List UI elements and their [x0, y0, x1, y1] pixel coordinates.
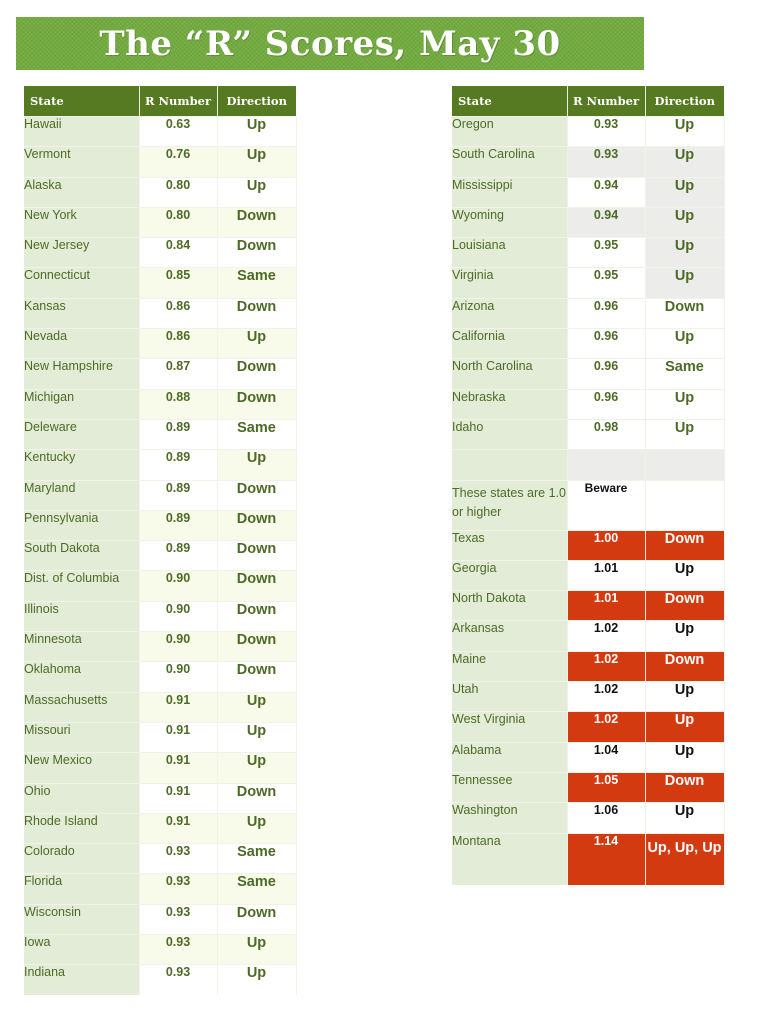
- table-row: [452, 682, 724, 712]
- table-row: [452, 147, 724, 177]
- r-number-cell: 0.90: [139, 632, 217, 662]
- state-cell: Alaska: [24, 177, 139, 207]
- state-cell: New Mexico: [24, 753, 139, 783]
- state-cell: North Dakota: [452, 591, 567, 621]
- spacer-cell: [645, 450, 724, 480]
- state-cell: Colorado: [24, 844, 139, 874]
- direction-cell: Up: [645, 117, 724, 147]
- table-row: [24, 692, 296, 722]
- r-number-cell: 0.89: [139, 510, 217, 540]
- direction-cell: Down: [645, 591, 724, 621]
- r-number-cell: 1.06: [567, 803, 645, 833]
- direction-cell: Up: [217, 935, 296, 965]
- state-cell: Wyoming: [452, 207, 567, 237]
- direction-cell: Same: [217, 268, 296, 298]
- r-number-cell: 0.63: [139, 117, 217, 147]
- r-number-cell: 0.80: [139, 177, 217, 207]
- r-number-cell: 0.96: [567, 389, 645, 419]
- state-cell: Indiana: [24, 965, 139, 995]
- r-number-cell: 0.86: [139, 298, 217, 328]
- direction-cell: Down: [645, 530, 724, 560]
- table-row: [24, 117, 296, 147]
- r-number-cell: 0.89: [139, 450, 217, 480]
- table-row: [452, 177, 724, 207]
- spacer-row: [452, 450, 724, 480]
- table-row: [24, 329, 296, 359]
- direction-cell: Down: [217, 601, 296, 631]
- r-number-cell: 1.01: [567, 560, 645, 590]
- state-cell: Wisconsin: [24, 904, 139, 934]
- table-header-row: [452, 86, 724, 117]
- table-row: [452, 621, 724, 651]
- direction-cell: Up: [217, 177, 296, 207]
- r-scores-table-left: [24, 86, 297, 995]
- r-number-cell: 0.95: [567, 268, 645, 298]
- table-header-row: [24, 86, 296, 117]
- beware-note: These states are 1.0 or higher: [452, 480, 567, 530]
- direction-cell: Same: [217, 844, 296, 874]
- state-cell: Deleware: [24, 419, 139, 449]
- state-cell: Oklahoma: [24, 662, 139, 692]
- r-number-cell: 0.93: [139, 965, 217, 995]
- state-cell: Massachusetts: [24, 692, 139, 722]
- direction-cell: Down: [645, 298, 724, 328]
- state-cell: New York: [24, 207, 139, 237]
- r-number-cell: 0.98: [567, 419, 645, 449]
- state-cell: Kansas: [24, 298, 139, 328]
- r-number-cell: 0.89: [139, 419, 217, 449]
- r-number-cell: 0.94: [567, 177, 645, 207]
- page-title: The “R” Scores, May 30: [99, 23, 561, 64]
- r-number-cell: 0.93: [567, 117, 645, 147]
- r-number-cell: 0.93: [139, 844, 217, 874]
- r-number-cell: 0.94: [567, 207, 645, 237]
- spacer-cell: [567, 450, 645, 480]
- state-cell: North Carolina: [452, 359, 567, 389]
- table-row: [452, 389, 724, 419]
- r-number-cell: 0.90: [139, 662, 217, 692]
- r-number-cell: 0.96: [567, 298, 645, 328]
- direction-cell: Down: [217, 783, 296, 813]
- table-row: [24, 632, 296, 662]
- direction-cell: Same: [217, 419, 296, 449]
- table-row: [24, 541, 296, 571]
- state-cell: Texas: [452, 530, 567, 560]
- direction-cell: Up: [645, 742, 724, 772]
- direction-cell: Up: [645, 712, 724, 742]
- r-number-cell: 0.84: [139, 238, 217, 268]
- r-number-cell: 0.91: [139, 722, 217, 752]
- r-number-cell: 1.04: [567, 742, 645, 772]
- table-row: [24, 753, 296, 783]
- table-row: [24, 298, 296, 328]
- r-number-cell: 0.86: [139, 329, 217, 359]
- direction-cell: Up: [645, 621, 724, 651]
- direction-cell: Up: [645, 207, 724, 237]
- direction-cell: Up: [217, 692, 296, 722]
- r-scores-table-right: [452, 86, 725, 885]
- state-cell: Florida: [24, 874, 139, 904]
- header-r-number: R Number: [139, 86, 217, 117]
- state-cell: Michigan: [24, 389, 139, 419]
- table-row: [452, 298, 724, 328]
- beware-label: Beware: [567, 480, 645, 530]
- direction-cell: Up: [217, 813, 296, 843]
- r-number-cell: 0.95: [567, 238, 645, 268]
- direction-cell: Up: [645, 147, 724, 177]
- beware-empty-cell: [645, 480, 724, 530]
- table-row: [452, 268, 724, 298]
- direction-cell: Up: [217, 117, 296, 147]
- direction-cell: Down: [645, 772, 724, 802]
- table-row: [452, 359, 724, 389]
- table-row: [452, 238, 724, 268]
- direction-cell: Up: [645, 329, 724, 359]
- state-cell: Utah: [452, 682, 567, 712]
- header-direction: Direction: [645, 86, 724, 117]
- table-row: [24, 268, 296, 298]
- state-cell: Nevada: [24, 329, 139, 359]
- direction-cell: Up: [645, 177, 724, 207]
- direction-cell: Down: [217, 510, 296, 540]
- direction-cell: Down: [217, 298, 296, 328]
- direction-cell: Up: [217, 329, 296, 359]
- direction-cell: Up: [645, 389, 724, 419]
- table-row: [24, 359, 296, 389]
- direction-cell: Down: [217, 238, 296, 268]
- table-row: [24, 238, 296, 268]
- r-number-cell: 0.76: [139, 147, 217, 177]
- state-cell: Connecticut: [24, 268, 139, 298]
- state-cell: Ohio: [24, 783, 139, 813]
- direction-cell: Up: [645, 238, 724, 268]
- title-banner: [16, 17, 644, 70]
- r-number-cell: 0.96: [567, 359, 645, 389]
- table-row: [24, 844, 296, 874]
- table-row: [452, 833, 724, 885]
- header-direction: Direction: [217, 86, 296, 117]
- direction-cell: Up: [645, 560, 724, 590]
- direction-cell: Same: [217, 874, 296, 904]
- table-row: [24, 783, 296, 813]
- state-cell: Louisiana: [452, 238, 567, 268]
- state-cell: Idaho: [452, 419, 567, 449]
- r-number-cell: 0.91: [139, 692, 217, 722]
- spacer-cell: [452, 450, 567, 480]
- table-row: [452, 772, 724, 802]
- direction-cell: Down: [217, 359, 296, 389]
- r-number-cell: 1.00: [567, 530, 645, 560]
- direction-cell: Down: [217, 662, 296, 692]
- table-row: [24, 722, 296, 752]
- table-row: [24, 601, 296, 631]
- table-row: [452, 651, 724, 681]
- header-state: State: [24, 86, 139, 117]
- state-cell: South Dakota: [24, 541, 139, 571]
- table-row: [452, 712, 724, 742]
- r-number-cell: 0.91: [139, 783, 217, 813]
- state-cell: Maine: [452, 651, 567, 681]
- direction-cell: Up, Up, Up: [645, 833, 724, 885]
- r-number-cell: 0.93: [139, 904, 217, 934]
- direction-cell: Down: [217, 571, 296, 601]
- r-number-cell: 0.91: [139, 813, 217, 843]
- table-row: [452, 207, 724, 237]
- state-cell: Iowa: [24, 935, 139, 965]
- table-row: [452, 329, 724, 359]
- state-cell: Illinois: [24, 601, 139, 631]
- r-number-cell: 0.93: [567, 147, 645, 177]
- header-r-number: R Number: [567, 86, 645, 117]
- table-row: [24, 389, 296, 419]
- state-cell: New Jersey: [24, 238, 139, 268]
- direction-cell: Up: [645, 682, 724, 712]
- direction-cell: Up: [217, 147, 296, 177]
- table-row: [24, 965, 296, 995]
- r-number-cell: 1.05: [567, 772, 645, 802]
- state-cell: California: [452, 329, 567, 359]
- direction-cell: Down: [217, 632, 296, 662]
- table-row: [24, 813, 296, 843]
- table-row: [452, 742, 724, 772]
- state-cell: Washington: [452, 803, 567, 833]
- beware-note-row: [452, 480, 724, 530]
- state-cell: Tennessee: [452, 772, 567, 802]
- r-number-cell: 0.93: [139, 935, 217, 965]
- state-cell: Oregon: [452, 117, 567, 147]
- table-row: [452, 530, 724, 560]
- table-row: [24, 935, 296, 965]
- state-cell: Missouri: [24, 722, 139, 752]
- r-number-cell: 0.89: [139, 480, 217, 510]
- table-row: [24, 571, 296, 601]
- state-cell: Alabama: [452, 742, 567, 772]
- state-cell: Vermont: [24, 147, 139, 177]
- state-cell: Rhode Island: [24, 813, 139, 843]
- r-number-cell: 1.02: [567, 682, 645, 712]
- state-cell: Maryland: [24, 480, 139, 510]
- direction-cell: Up: [217, 965, 296, 995]
- r-number-cell: 0.90: [139, 571, 217, 601]
- state-cell: Nebraska: [452, 389, 567, 419]
- direction-cell: Same: [645, 359, 724, 389]
- table-row: [452, 591, 724, 621]
- state-cell: West Virginia: [452, 712, 567, 742]
- r-number-cell: 0.96: [567, 329, 645, 359]
- state-cell: South Carolina: [452, 147, 567, 177]
- table-row: [452, 419, 724, 449]
- state-cell: Dist. of Columbia: [24, 571, 139, 601]
- r-number-cell: 0.80: [139, 207, 217, 237]
- r-number-cell: 0.85: [139, 268, 217, 298]
- table-row: [452, 803, 724, 833]
- state-cell: Mississippi: [452, 177, 567, 207]
- state-cell: Arizona: [452, 298, 567, 328]
- state-cell: Montana: [452, 833, 567, 885]
- direction-cell: Down: [217, 541, 296, 571]
- state-cell: New Hampshire: [24, 359, 139, 389]
- table-row: [24, 510, 296, 540]
- direction-cell: Down: [217, 207, 296, 237]
- r-number-cell: 0.90: [139, 601, 217, 631]
- table-row: [24, 480, 296, 510]
- r-number-cell: 1.02: [567, 621, 645, 651]
- table-row: [24, 207, 296, 237]
- table-row: [24, 904, 296, 934]
- r-number-cell: 0.89: [139, 541, 217, 571]
- direction-cell: Down: [217, 904, 296, 934]
- r-number-cell: 1.14: [567, 833, 645, 885]
- direction-cell: Down: [217, 389, 296, 419]
- header-state: State: [452, 86, 567, 117]
- state-cell: Hawaii: [24, 117, 139, 147]
- direction-cell: Up: [217, 753, 296, 783]
- state-cell: Georgia: [452, 560, 567, 590]
- state-cell: Kentucky: [24, 450, 139, 480]
- r-number-cell: 0.87: [139, 359, 217, 389]
- direction-cell: Up: [217, 450, 296, 480]
- table-row: [24, 419, 296, 449]
- direction-cell: Up: [217, 722, 296, 752]
- r-number-cell: 0.93: [139, 874, 217, 904]
- state-cell: Virginia: [452, 268, 567, 298]
- direction-cell: Up: [645, 268, 724, 298]
- direction-cell: Up: [645, 419, 724, 449]
- r-number-cell: 0.91: [139, 753, 217, 783]
- table-row: [24, 874, 296, 904]
- r-number-cell: 1.02: [567, 651, 645, 681]
- table-row: [24, 147, 296, 177]
- state-cell: Arkansas: [452, 621, 567, 651]
- direction-cell: Down: [645, 651, 724, 681]
- table-row: [24, 662, 296, 692]
- direction-cell: Down: [217, 480, 296, 510]
- table-row: [24, 450, 296, 480]
- r-number-cell: 1.01: [567, 591, 645, 621]
- r-number-cell: 0.88: [139, 389, 217, 419]
- table-row: [452, 117, 724, 147]
- table-row: [24, 177, 296, 207]
- r-number-cell: 1.02: [567, 712, 645, 742]
- state-cell: Minnesota: [24, 632, 139, 662]
- table-row: [452, 560, 724, 590]
- state-cell: Pennsylvania: [24, 510, 139, 540]
- direction-cell: Up: [645, 803, 724, 833]
